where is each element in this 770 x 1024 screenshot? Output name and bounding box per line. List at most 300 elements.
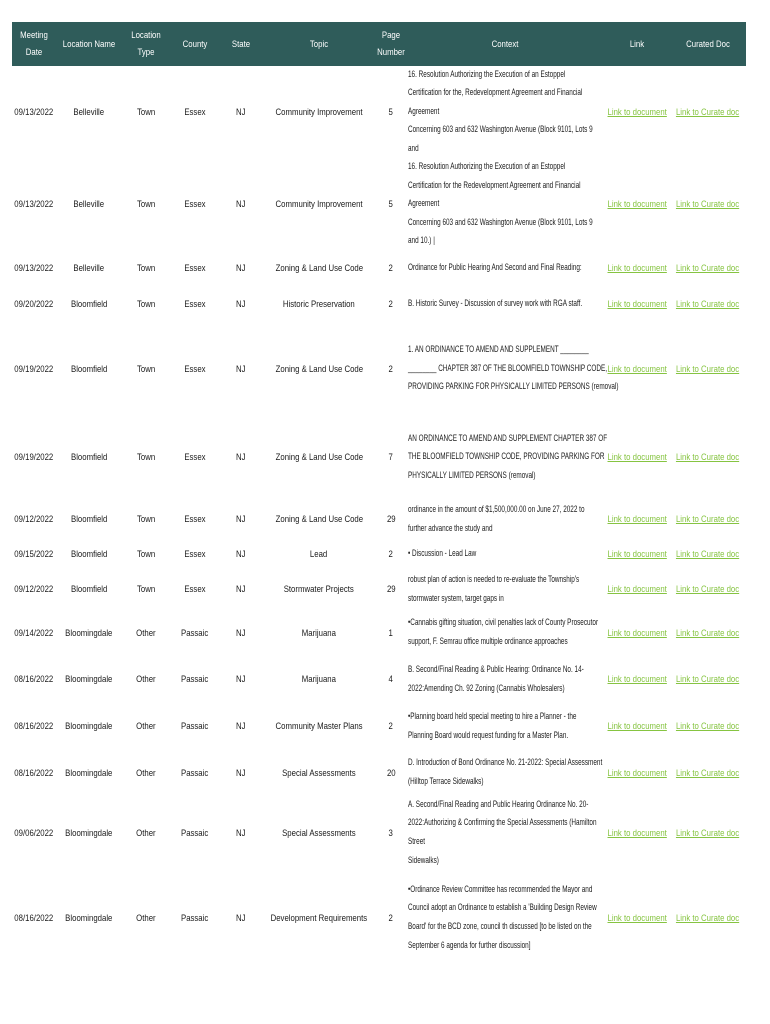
link-to-document[interactable]: Link to document bbox=[607, 584, 667, 595]
cell-page-number-text: 2 bbox=[388, 549, 394, 560]
link-to-document[interactable]: Link to document bbox=[607, 363, 667, 375]
cell-link bbox=[604, 66, 670, 158]
cell-page-number-text: 3 bbox=[388, 827, 394, 839]
cell-state bbox=[220, 499, 262, 540]
cell-state-text: NJ bbox=[236, 584, 246, 595]
context-line: further advance the study and bbox=[408, 522, 493, 534]
context-line: ________ CHAPTER 387 OF THE BLOOMFIELD TOWNSHIP CODE, bbox=[408, 362, 608, 374]
cell-location-name-text: Bloomfield bbox=[70, 549, 108, 560]
cell-county-text: Essex bbox=[184, 263, 206, 274]
cell-curated-doc bbox=[670, 66, 746, 158]
cell-state-text: NJ bbox=[236, 298, 246, 310]
cell-location-name-text: Bloomingdale bbox=[65, 627, 113, 639]
context-text bbox=[408, 295, 605, 314]
cell-topic-text: Special Assessments bbox=[282, 767, 356, 779]
cell-topic-text: Zoning & Land Use Code bbox=[275, 263, 363, 274]
context-text bbox=[408, 66, 605, 159]
table-row bbox=[12, 286, 746, 322]
cell-topic-text: Development Requirements bbox=[270, 912, 368, 924]
link-to-document[interactable]: Link to document bbox=[607, 549, 667, 560]
link-to-curate-doc[interactable]: Link to Curate doc bbox=[676, 674, 740, 685]
cell-location-type bbox=[122, 66, 170, 158]
cell-state-text: NJ bbox=[236, 627, 246, 639]
cell-state bbox=[220, 656, 262, 703]
cell-location-type bbox=[122, 540, 170, 569]
cell-location-name-text: Bloomingdale bbox=[65, 674, 113, 685]
cell-page-number bbox=[376, 870, 406, 966]
cell-topic bbox=[262, 569, 376, 610]
table-row bbox=[12, 870, 746, 966]
cell-location-type-text: Other bbox=[136, 627, 156, 639]
context-line: September 6 agenda for further discussion] bbox=[408, 939, 531, 951]
table-row bbox=[12, 251, 746, 286]
cell-topic-text: Zoning & Land Use Code bbox=[275, 514, 363, 525]
cell-topic bbox=[262, 656, 376, 703]
cell-meeting-date bbox=[12, 251, 56, 286]
context-line: robust plan of action is needed to re-evaluate the Township's bbox=[408, 573, 580, 585]
cell-county bbox=[170, 251, 220, 286]
cell-county-text: Essex bbox=[184, 199, 206, 210]
cell-page-number bbox=[376, 569, 406, 610]
cell-curated-doc bbox=[670, 703, 746, 750]
cell-location-type-text: Other bbox=[136, 721, 156, 732]
cell-location-type bbox=[122, 286, 170, 322]
cell-county-text: Passaic bbox=[181, 721, 209, 732]
table-row bbox=[12, 158, 746, 251]
table-row bbox=[12, 569, 746, 610]
cell-context bbox=[408, 750, 604, 796]
cell-context bbox=[408, 158, 604, 251]
cell-meeting-date-text: 09/19/2022 bbox=[14, 452, 54, 463]
cell-location-name-text: Bloomfield bbox=[70, 452, 108, 463]
cell-location-name bbox=[56, 750, 122, 796]
cell-curated-doc bbox=[670, 569, 746, 610]
cell-link bbox=[604, 540, 670, 569]
table-row bbox=[12, 540, 746, 569]
cell-curated-doc bbox=[670, 499, 746, 540]
context-line: Concerning 603 and 632 Washington Avenue (Block 9101, Lots 9 bbox=[408, 216, 593, 228]
cell-county-text: Passaic bbox=[181, 767, 209, 779]
cell-context bbox=[408, 796, 604, 870]
cell-location-name-text: Belleville bbox=[73, 199, 105, 210]
cell-state-text: NJ bbox=[236, 912, 246, 924]
cell-page-number bbox=[376, 66, 406, 158]
cell-location-name-text: Bloomfield bbox=[70, 584, 108, 595]
cell-meeting-date bbox=[12, 703, 56, 750]
cell-state bbox=[220, 158, 262, 251]
context-text bbox=[408, 259, 605, 278]
header-location-type-line2: Type bbox=[137, 47, 155, 58]
cell-location-name bbox=[56, 540, 122, 569]
cell-state-text: NJ bbox=[236, 199, 246, 210]
context-line: support, F. Semrau office multiple ordinance approaches bbox=[408, 636, 568, 647]
cell-context bbox=[408, 569, 604, 610]
cell-state-text: NJ bbox=[236, 721, 246, 732]
context-line: •Planning board held special meeting to hire a Planner - the bbox=[408, 710, 577, 722]
cell-page-number-text: 2 bbox=[388, 363, 394, 375]
cell-topic bbox=[262, 66, 376, 158]
context-text bbox=[408, 571, 605, 608]
link-to-document[interactable]: Link to document bbox=[607, 912, 667, 924]
header-meeting-date-line1: Meeting bbox=[20, 30, 48, 41]
table-header bbox=[12, 22, 746, 66]
cell-location-name-text: Bloomingdale bbox=[65, 912, 113, 924]
cell-location-type-text: Other bbox=[136, 674, 156, 685]
link-to-document[interactable]: Link to document bbox=[607, 298, 667, 310]
cell-location-type-text: Town bbox=[136, 363, 156, 375]
cell-topic-text: Lead bbox=[310, 549, 328, 560]
cell-meeting-date bbox=[12, 750, 56, 796]
context-text bbox=[408, 614, 605, 651]
link-to-curate-doc[interactable]: Link to Curate doc bbox=[676, 298, 740, 310]
context-text bbox=[408, 158, 605, 251]
cell-location-type bbox=[122, 569, 170, 610]
cell-page-number-text: 2 bbox=[388, 721, 394, 732]
cell-curated-doc bbox=[670, 251, 746, 286]
cell-location-type bbox=[122, 322, 170, 416]
cell-topic-text: Zoning & Land Use Code bbox=[275, 363, 363, 375]
cell-location-name bbox=[56, 703, 122, 750]
cell-curated-doc bbox=[670, 322, 746, 416]
context-text bbox=[408, 796, 605, 870]
link-to-document[interactable]: Link to document bbox=[607, 674, 667, 685]
cell-county-text: Passaic bbox=[181, 674, 209, 685]
cell-context bbox=[408, 416, 608, 499]
cell-county bbox=[170, 703, 220, 750]
header-meeting-date bbox=[16, 22, 52, 66]
context-line: Concerning 603 and 632 Washington Avenue (Block 9101, Lots 9 bbox=[408, 124, 593, 136]
cell-location-name bbox=[56, 796, 122, 870]
cell-meeting-date-text: 09/13/2022 bbox=[14, 106, 54, 118]
cell-county bbox=[170, 286, 220, 322]
link-to-curate-doc[interactable]: Link to Curate doc bbox=[676, 199, 740, 210]
link-to-curate-doc[interactable]: Link to Curate doc bbox=[676, 827, 740, 839]
cell-state-text: NJ bbox=[236, 263, 246, 274]
cell-state-text: NJ bbox=[236, 106, 246, 118]
header-link: Link bbox=[629, 38, 645, 50]
link-to-curate-doc[interactable]: Link to Curate doc bbox=[676, 627, 740, 639]
cell-link bbox=[604, 750, 670, 796]
cell-location-name bbox=[56, 158, 122, 251]
cell-location-type-text: Other bbox=[136, 767, 156, 779]
context-text bbox=[408, 754, 605, 791]
table-row bbox=[12, 66, 746, 158]
cell-link bbox=[604, 251, 670, 286]
cell-page-number bbox=[376, 750, 406, 796]
cell-location-name bbox=[56, 66, 122, 158]
link-to-curate-doc[interactable]: Link to Curate doc bbox=[676, 106, 740, 118]
cell-curated-doc bbox=[670, 796, 746, 870]
cell-page-number-text: 2 bbox=[388, 912, 394, 924]
cell-page-number bbox=[376, 703, 406, 750]
cell-curated-doc bbox=[670, 656, 746, 703]
cell-location-name bbox=[56, 870, 122, 966]
cell-topic bbox=[262, 286, 376, 322]
cell-meeting-date bbox=[12, 796, 56, 870]
cell-location-type bbox=[122, 750, 170, 796]
cell-state bbox=[220, 750, 262, 796]
cell-meeting-date bbox=[12, 656, 56, 703]
context-line: Agreement bbox=[408, 105, 440, 117]
cell-page-number bbox=[376, 796, 406, 870]
link-to-document[interactable]: Link to document bbox=[607, 106, 667, 118]
cell-topic bbox=[262, 322, 376, 416]
context-line: 2022:Amending Ch. 92 Zoning (Cannabis Wholesalers) bbox=[408, 682, 565, 694]
cell-context bbox=[408, 656, 604, 703]
cell-meeting-date bbox=[12, 416, 56, 499]
context-text bbox=[408, 708, 605, 745]
cell-location-type-text: Other bbox=[136, 912, 156, 924]
cell-page-number-text: 4 bbox=[388, 674, 394, 685]
context-line: D. Introduction of Bond Ordinance No. 21-2022: Special Assessment bbox=[408, 757, 603, 769]
cell-meeting-date-text: 09/15/2022 bbox=[14, 549, 54, 560]
link-to-document[interactable]: Link to document bbox=[607, 721, 667, 732]
cell-location-name bbox=[56, 656, 122, 703]
link-to-document[interactable]: Link to document bbox=[607, 767, 667, 779]
table-row bbox=[12, 796, 746, 870]
cell-county bbox=[170, 750, 220, 796]
cell-county-text: Essex bbox=[184, 452, 206, 463]
context-line: and 10.) | bbox=[408, 235, 435, 247]
context-line: THE BLOOMFIELD TOWNSHIP CODE, PROVIDING PARKING FOR bbox=[408, 451, 605, 463]
link-to-curate-doc[interactable]: Link to Curate doc bbox=[676, 514, 740, 525]
link-to-curate-doc[interactable]: Link to Curate doc bbox=[676, 363, 740, 375]
header-page-number-line1: Page bbox=[381, 30, 401, 41]
cell-link bbox=[604, 656, 670, 703]
cell-curated-doc bbox=[670, 540, 746, 569]
cell-topic-text: Zoning & Land Use Code bbox=[275, 452, 363, 463]
cell-county-text: Essex bbox=[184, 514, 206, 525]
header-page-number-line2: Number bbox=[377, 47, 405, 58]
cell-county-text: Passaic bbox=[181, 827, 209, 839]
cell-location-type-text: Town bbox=[136, 584, 156, 595]
cell-topic bbox=[262, 540, 376, 569]
cell-location-type bbox=[122, 251, 170, 286]
cell-county-text: Essex bbox=[184, 106, 206, 118]
cell-state bbox=[220, 610, 262, 656]
header-county: County bbox=[182, 38, 208, 50]
cell-location-type-text: Town bbox=[136, 514, 156, 525]
cell-context bbox=[408, 540, 604, 569]
context-line: B. Second/Final Reading & Public Hearing: Ordinance No. 14- bbox=[408, 663, 584, 675]
cell-county bbox=[170, 569, 220, 610]
cell-topic bbox=[262, 158, 376, 251]
cell-topic bbox=[262, 870, 376, 966]
cell-state-text: NJ bbox=[236, 767, 246, 779]
cell-topic bbox=[262, 499, 376, 540]
context-line: stormwater system, target gaps in bbox=[408, 592, 504, 604]
cell-county bbox=[170, 610, 220, 656]
cell-county-text: Essex bbox=[184, 298, 206, 310]
link-to-curate-doc[interactable]: Link to Curate doc bbox=[676, 721, 740, 732]
cell-context bbox=[408, 322, 619, 416]
cell-link bbox=[604, 416, 670, 499]
cell-meeting-date-text: 08/16/2022 bbox=[14, 721, 54, 732]
cell-county-text: Passaic bbox=[181, 912, 209, 924]
cell-state-text: NJ bbox=[236, 514, 246, 525]
cell-location-name-text: Bloomfield bbox=[70, 514, 108, 525]
link-to-document[interactable]: Link to document bbox=[607, 263, 667, 274]
cell-context bbox=[408, 499, 604, 540]
cell-location-name-text: Belleville bbox=[73, 106, 105, 118]
table-row bbox=[12, 322, 746, 416]
cell-meeting-date bbox=[12, 610, 56, 656]
cell-county bbox=[170, 796, 220, 870]
cell-topic bbox=[262, 750, 376, 796]
link-to-document[interactable]: Link to document bbox=[607, 199, 667, 210]
context-text bbox=[408, 881, 605, 955]
cell-topic-text: Marijuana bbox=[301, 627, 337, 639]
cell-location-name-text: Belleville bbox=[73, 263, 105, 274]
cell-state bbox=[220, 540, 262, 569]
cell-state bbox=[220, 796, 262, 870]
cell-county bbox=[170, 499, 220, 540]
cell-location-name bbox=[56, 286, 122, 322]
table-row bbox=[12, 610, 746, 656]
cell-location-name-text: Bloomingdale bbox=[65, 721, 113, 732]
cell-county bbox=[170, 66, 220, 158]
cell-county-text: Passaic bbox=[181, 627, 209, 639]
context-line: Ordinance for Public Hearing And Second and Final Reading: bbox=[408, 262, 582, 274]
cell-page-number bbox=[376, 499, 406, 540]
cell-page-number-text: 29 bbox=[386, 514, 396, 525]
cell-location-type bbox=[122, 158, 170, 251]
cell-location-name-text: Bloomingdale bbox=[65, 767, 113, 779]
cell-topic-text: Community Improvement bbox=[275, 106, 363, 118]
cell-topic bbox=[262, 416, 376, 499]
context-line: Certification for the Redevelopment Agreement and Financial bbox=[408, 179, 581, 191]
link-to-curate-doc[interactable]: Link to Curate doc bbox=[676, 912, 740, 924]
header-location-type-line1: Location bbox=[131, 30, 161, 41]
cell-curated-doc bbox=[670, 286, 746, 322]
cell-topic-text: Community Master Plans bbox=[275, 721, 363, 732]
cell-location-type bbox=[122, 796, 170, 870]
context-text bbox=[408, 341, 619, 397]
link-to-curate-doc[interactable]: Link to Curate doc bbox=[676, 549, 740, 560]
cell-link bbox=[604, 569, 670, 610]
cell-meeting-date bbox=[12, 66, 56, 158]
context-line: (Hilltop Terrace Sidewalks) bbox=[408, 776, 484, 787]
context-line: 2022:Authorizing & Confirming the Special Assessments (Hamilton bbox=[408, 817, 597, 829]
header-context: Context bbox=[491, 38, 519, 50]
cell-page-number-text: 2 bbox=[388, 263, 394, 274]
cell-page-number-text: 5 bbox=[388, 106, 394, 118]
cell-page-number-text: 7 bbox=[388, 452, 394, 463]
link-to-curate-doc[interactable]: Link to Curate doc bbox=[676, 263, 740, 274]
context-line: 16. Resolution Authorizing the Execution of an Estoppel bbox=[408, 161, 566, 173]
context-line: A. Second/Final Reading and Public Hearing Ordinance No. 20- bbox=[408, 798, 589, 810]
cell-state bbox=[220, 870, 262, 966]
cell-location-type-text: Town bbox=[136, 199, 156, 210]
cell-meeting-date bbox=[12, 569, 56, 610]
context-line: ordinance in the amount of $1,500,000.00 on June 27, 2022 to bbox=[408, 503, 585, 515]
link-to-curate-doc[interactable]: Link to Curate doc bbox=[676, 767, 740, 779]
cell-location-type bbox=[122, 656, 170, 703]
cell-meeting-date-text: 08/16/2022 bbox=[14, 674, 54, 685]
cell-curated-doc bbox=[670, 610, 746, 656]
cell-page-number bbox=[376, 322, 406, 416]
context-line: •Cannabis gifting situation, civil penalties lack of County Prosecutor bbox=[408, 617, 599, 629]
cell-topic bbox=[262, 703, 376, 750]
cell-county bbox=[170, 416, 220, 499]
cell-curated-doc bbox=[670, 416, 746, 499]
cell-location-type bbox=[122, 610, 170, 656]
cell-context bbox=[408, 251, 604, 286]
link-to-curate-doc[interactable]: Link to Curate doc bbox=[676, 452, 740, 463]
context-line: Agreement bbox=[408, 198, 440, 210]
cell-link bbox=[604, 322, 670, 416]
table-row bbox=[12, 499, 746, 540]
cell-state bbox=[220, 322, 262, 416]
context-line: AN ORDINANCE TO AMEND AND SUPPLEMENT CHAPTER 387 OF bbox=[408, 432, 608, 444]
cell-context bbox=[408, 870, 604, 966]
cell-county-text: Essex bbox=[184, 549, 206, 560]
link-to-document[interactable]: Link to document bbox=[607, 514, 667, 525]
cell-state bbox=[220, 703, 262, 750]
cell-page-number bbox=[376, 656, 406, 703]
cell-location-name bbox=[56, 610, 122, 656]
cell-state-text: NJ bbox=[236, 549, 246, 560]
cell-page-number bbox=[376, 416, 406, 499]
cell-location-type bbox=[122, 499, 170, 540]
link-to-document[interactable]: Link to document bbox=[607, 452, 667, 463]
cell-link bbox=[604, 158, 670, 251]
cell-location-name bbox=[56, 499, 122, 540]
link-to-document[interactable]: Link to document bbox=[607, 827, 667, 839]
header-location-type bbox=[126, 22, 165, 66]
cell-state-text: NJ bbox=[236, 827, 246, 839]
table-row bbox=[12, 416, 746, 499]
cell-meeting-date bbox=[12, 286, 56, 322]
cell-link bbox=[604, 870, 670, 966]
cell-county-text: Essex bbox=[184, 363, 206, 375]
cell-meeting-date-text: 09/12/2022 bbox=[14, 514, 54, 525]
context-line: Street bbox=[408, 836, 426, 847]
cell-state bbox=[220, 286, 262, 322]
context-line: Council adopt an Ordinance to establish a 'Building Design Review bbox=[408, 902, 597, 914]
cell-topic bbox=[262, 610, 376, 656]
link-to-curate-doc[interactable]: Link to Curate doc bbox=[676, 584, 740, 595]
cell-meeting-date-text: 09/13/2022 bbox=[14, 263, 54, 274]
context-line: Sidewalks) bbox=[408, 854, 439, 866]
cell-meeting-date bbox=[12, 540, 56, 569]
cell-meeting-date-text: 08/16/2022 bbox=[14, 912, 54, 924]
cell-state-text: NJ bbox=[236, 363, 246, 375]
context-text bbox=[408, 430, 608, 486]
cell-location-name-text: Bloomfield bbox=[70, 363, 108, 375]
cell-meeting-date-text: 09/14/2022 bbox=[14, 627, 54, 639]
cell-state bbox=[220, 251, 262, 286]
cell-location-type-text: Town bbox=[136, 106, 156, 118]
cell-page-number-text: 5 bbox=[388, 199, 394, 210]
table-row bbox=[12, 703, 746, 750]
cell-location-type-text: Town bbox=[136, 298, 156, 310]
cell-county bbox=[170, 540, 220, 569]
cell-topic-text: Historic Preservation bbox=[283, 298, 355, 310]
cell-context bbox=[408, 610, 604, 656]
link-to-document[interactable]: Link to document bbox=[607, 627, 667, 639]
cell-location-type bbox=[122, 703, 170, 750]
cell-page-number-text: 29 bbox=[386, 584, 396, 595]
header-state: State bbox=[231, 38, 251, 50]
context-line: Board' for the BCD zone, council th discussed [to be listed on the bbox=[408, 921, 592, 932]
cell-page-number bbox=[376, 251, 406, 286]
context-line: and bbox=[408, 142, 419, 154]
cell-topic bbox=[262, 251, 376, 286]
cell-context bbox=[408, 286, 604, 322]
cell-county bbox=[170, 656, 220, 703]
cell-link bbox=[604, 499, 670, 540]
